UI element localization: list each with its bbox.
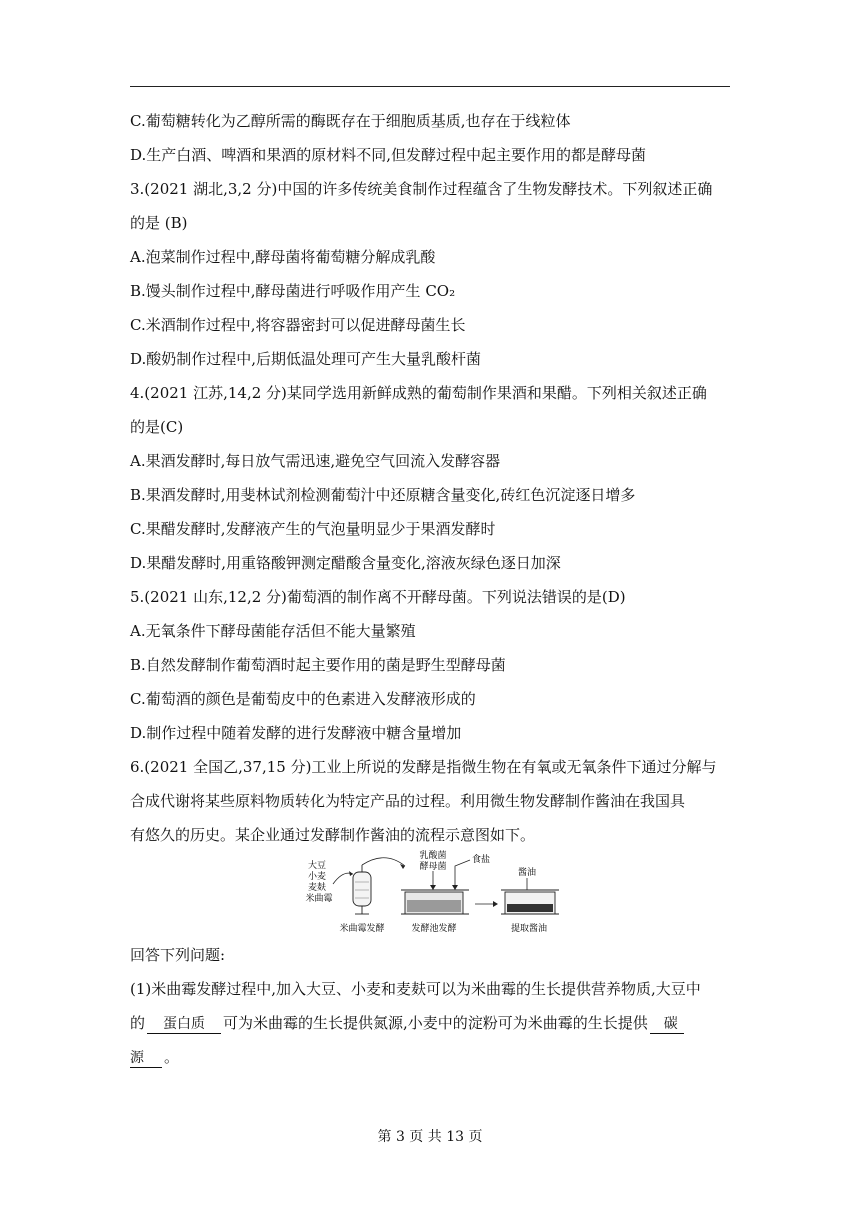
arrow-icon — [362, 858, 405, 866]
page-footer: 第 3 页 共 13 页 — [377, 1129, 483, 1145]
step-caption: 米曲霉发酵 — [339, 924, 385, 934]
question-1-text — [130, 1047, 179, 1068]
header-rule — [130, 86, 730, 87]
step-caption: 提取酱油 — [510, 924, 548, 934]
fermentation-tank-icon — [401, 890, 469, 914]
additive-label: 酵母菌 — [419, 862, 447, 872]
answer-blank-2-continued: 源 — [130, 1049, 162, 1068]
option-d: D.果醋发酵时,用重铬酸钾测定醋酸含量变化,溶液灰绿色逐日加深 — [130, 554, 561, 572]
answer-blank-1: 蛋白质 — [147, 1015, 221, 1034]
question-1-text — [130, 1013, 686, 1034]
input-label: 小麦 — [307, 872, 327, 882]
answer-blank-2: 碳 — [650, 1015, 684, 1034]
arrowhead-icon — [430, 885, 436, 890]
option-c: C.葡萄酒的颜色是葡萄皮中的色素进入发酵液形成的 — [130, 690, 476, 708]
option-c: C.果醋发酵时,发酵液产生的气泡量明显少于果酒发酵时 — [130, 520, 496, 538]
question-6-stem: 6.(2021 全国乙,37,15 分)工业上所说的发酵是指微生物在有氧或无氧条件下通过分解与 — [130, 758, 717, 776]
input-label: 大豆 — [307, 861, 327, 871]
text-span: 可为米曲霉的生长提供氮源,小麦中的淀粉可为米曲霉的生长提供 — [223, 1014, 648, 1032]
option-d: D.制作过程中随着发酵的进行发酵液中糖含量增加 — [130, 724, 462, 742]
question-3-stem: 3.(2021 湖北,3,2 分)中国的许多传统美食制作过程蕴含了生物发酵技术。下列叙述正确 — [130, 180, 713, 198]
soy-sauce-process-diagram — [305, 846, 565, 936]
option-c: C.米酒制作过程中,将容器密封可以促进酵母菌生长 — [130, 316, 466, 334]
question-1-text: (1)米曲霉发酵过程中,加入大豆、小麦和麦麸可以为米曲霉的生长提供营养物质,大豆中 — [130, 980, 701, 998]
arrowhead-icon — [452, 885, 458, 890]
question-5-stem: 5.(2021 山东,12,2 分)葡萄酒的制作离不开酵母菌。下列说法错误的是(D) — [130, 588, 626, 606]
salt-label: 食盐 — [471, 855, 491, 865]
fermenter-vessel-icon — [353, 865, 371, 914]
question-3-answer: 的是 (B) — [130, 214, 188, 232]
option-a: A.果酒发酵时,每日放气需迅速,避免空气回流入发酵容器 — [130, 452, 501, 470]
additive-label: 乳酸菌 — [419, 851, 447, 861]
input-label: 麦麸 — [307, 883, 327, 893]
option-b: B.馒头制作过程中,酵母菌进行呼吸作用产生 CO₂ — [130, 282, 456, 300]
text-span: 。 — [164, 1048, 180, 1066]
extraction-tank-icon — [501, 890, 559, 914]
step-caption: 发酵池发酵 — [411, 924, 457, 934]
option-b: B.果酒发酵时,用斐林试剂检测葡萄汁中还原糖含量变化,砖红色沉淀逐日增多 — [130, 486, 636, 504]
question-4-answer: 的是(C) — [130, 418, 184, 436]
option-a: A.泡菜制作过程中,酵母菌将葡萄糖分解成乳酸 — [130, 248, 436, 266]
text-line: C.葡萄糖转化为乙醇所需的酶既存在于细胞质基质,也存在于线粒体 — [130, 112, 571, 130]
question-6-stem: 有悠久的历史。某企业通过发酵制作酱油的流程示意图如下。 — [130, 826, 536, 844]
option-a: A.无氧条件下酵母菌能存活但不能大量繁殖 — [130, 622, 416, 640]
option-d: D.酸奶制作过程中,后期低温处理可产生大量乳酸杆菌 — [130, 350, 482, 368]
text-line: D.生产白酒、啤酒和果酒的原材料不同,但发酵过程中起主要作用的都是酵母菌 — [130, 146, 647, 164]
question-4-stem: 4.(2021 江苏,14,2 分)某同学选用新鲜成熟的葡萄制作果酒和果醋。下列相关叙述正确 — [130, 384, 707, 402]
input-label: 米曲霉 — [305, 894, 333, 904]
arrowhead-icon — [400, 864, 405, 869]
option-b: B.自然发酵制作葡萄酒时起主要作用的菌是野生型酵母菌 — [130, 656, 506, 674]
product-label: 酱油 — [517, 868, 537, 878]
arrow-icon — [455, 860, 470, 888]
question-6-stem: 合成代谢将某些原料物质转化为特定产品的过程。利用微生物发酵制作酱油在我国具 — [130, 792, 686, 810]
arrowhead-icon — [493, 901, 498, 907]
text-span: 的 — [130, 1014, 146, 1032]
instruction-text: 回答下列问题: — [130, 946, 226, 964]
